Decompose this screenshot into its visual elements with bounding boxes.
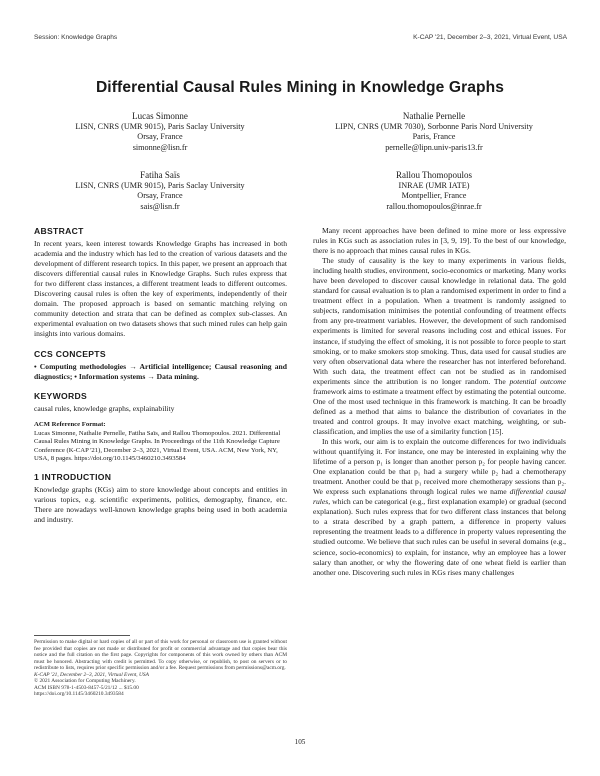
author-affiliation: LISN, CNRS (UMR 9015), Paris Saclay University	[75, 180, 245, 190]
introduction-heading: 1 INTRODUCTION	[34, 472, 112, 483]
author-email: pernelle@lipn.univ-paris13.fr	[385, 142, 483, 152]
paragraph: Many recent approaches have been defined to mine more or less expressive rules in KGs such as association rules in [3, 9, 19]. To the best of our knowledge, there is no approach that mines causal rules in KGs.	[313, 226, 566, 256]
author-email: sais@lisn.fr	[140, 201, 180, 211]
ccs-text: • Computing methodologies → Artificial intelligence; Causal reasoning and diagnostics; • Information systems → Data mining.	[34, 361, 287, 381]
page-number: 105	[294, 738, 306, 746]
footnote-copyright: © 2021 Association for Computing Machinery.	[34, 678, 136, 684]
permission-notice: Permission to make digital or hard copies of all or part of this work for personal or classroom use is granted without fee provided that copies are not made or distributed for profit or commercial advantage and that copies bear this notice and the full citation on the first page. Copyrights for components of this work owned by others than ACM must be honored. Abstracting with credit is permitted. To copy otherwise, or republish, to post on servers or to redistribute to lists, requires prior specific permission and/or a fee. Request permissions from permissions@acm.org.	[34, 639, 287, 671]
footnote-rule	[34, 635, 130, 636]
abstract-text: In recent years, keen interest towards Knowledge Graphs has increased in both academia and the industry which has led to the creation of various datasets and the development of different research topics. In this paper, we present an approach that discovers differential causal rules in Knowledge Graphs. Such rules express that for two different class instances, a different treatment leads to different outcomes. Discovering causal rules is often the key of experiments, independently of their domain. The proposed approach is based on semantic matching relying on community detection and strata that can be defined as complex sub-classes. An experimental evaluation on two datasets shows that such mined rules can help gain insights into various domains.	[34, 239, 287, 339]
author-name: Fatiha Saïs	[140, 170, 180, 180]
paper-title: Differential Causal Rules Mining in Knowledge Graphs	[95, 79, 505, 96]
author-block-4	[300, 170, 568, 212]
author-name: Nathalie Pernelle	[402, 111, 466, 121]
footnote-isbn: ACM ISBN 978-1-4503-8457-5/21/12 ... $15.00	[34, 684, 139, 691]
author-affiliation: LIPN, CNRS (UMR 7030), Sorbonne Paris Nord University	[335, 121, 533, 131]
keywords-heading: KEYWORDS	[34, 390, 88, 401]
author-block-3	[40, 170, 280, 212]
author-name: Rallou Thomopoulos	[395, 170, 473, 180]
running-header-conference: K-CAP '21, December 2–3, 2021, Virtual Event, USA	[413, 34, 567, 41]
acm-ref-heading: ACM Reference Format:	[34, 420, 106, 428]
running-header-session: Session: Knowledge Graphs	[34, 34, 118, 41]
author-block-2	[300, 111, 568, 153]
paragraph: The study of causality is the key to many experiments in various fields, including health studies, environment, socio-economics or marketing. Many works have been developed to discover causal knowledge in relational data. The gold standard for causal evaluation is to plan a randomised experiment in order to find a treatment effect in a population. When a treatment is randomly assigned to subjects, randomisation minimises the potential confounding of treatment effects from any pre-treatment variables. However, the development of such randomised experiments is limited for several reasons including cost and ethical issues. For instance, if studying the effect of smoking, it is not possible to force people to start smoking, or to make smokers stop smoking. Thus, data used for causal studies are very often observational data where the researcher has not interfered beforehand. With such data, the treatment effect can not be studied as in randomised experiments since the attribution is no longer random. The potential outcome framework aims to estimate a treatment effect by estimating the potential outcome. One of the most used technique in this framework is matching. It can be broadly defined as a method that aims to balance the distribution of covariates in the treated and control groups. It may involve exact matching, weighting, or sub-classification, and implies the use of a similarity function [15].	[313, 256, 566, 436]
author-name: Lucas Simonne	[132, 111, 188, 121]
footnote	[34, 639, 287, 698]
keywords-text: causal rules, knowledge graphs, explainability	[34, 403, 175, 413]
author-location: Paris, France	[412, 132, 456, 142]
left-column	[34, 226, 287, 525]
acm-ref-text: Lucas Simonne, Nathalie Pernelle, Fatiha Saïs, and Rallou Thomopoulos. 2021. Differential Causal Rules Mining in Knowledge Graphs. In Proceedings of the 11th Knowledge Capture Conference (K-CAP '21), December 2–3, 2021, Virtual Event, USA. ACM, New York, NY, USA, 8 pages. https://doi.org/10.1145/3460210.3493584	[34, 430, 281, 462]
author-block-1	[40, 111, 280, 153]
footnote-doi: https://doi.org/10.1145/3460210.3493584	[34, 691, 124, 697]
author-email: rallou.thomopoulos@inrae.fr	[386, 201, 482, 211]
abstract-heading: ABSTRACT	[34, 226, 84, 236]
author-location: Orsay, France	[137, 191, 183, 201]
author-email: simonne@lisn.fr	[132, 142, 188, 152]
author-location: Orsay, France	[137, 132, 183, 142]
right-column	[313, 226, 566, 578]
author-affiliation: INRAE (UMR IATE)	[398, 180, 470, 190]
paragraph: In this work, our aim is to explain the outcome differences for two individuals without quantifying it. For instance, one may be interested in explaining why the lifetime of a person p₁ is longer than another person p₂ for people having cancer. One explanation could be that p₁ had a surgery while p₂ had a chemotherapy treatment. Another could be that p₁ received more chemotherapy sessions than p₂. We express such explanations through logical rules we name differential causal rules, which can be categorical (e.g., first explanation example) or gradual (second explanation). Such rules express that for two different class instances that belong to a strata described by a graph pattern, a difference in property values representing the treatment leads to a difference in property values representing the studied outcome. We believe that such rules can be useful in several domains (e.g., science, socio-economics) to explain, for instance, why an employee has a lower salary than another, or why the flowering date of one wheat field is earlier than another one. Discovering such rules in KGs rises many challenges	[313, 436, 566, 577]
footnote-venue: K-CAP '21, December 2–3, 2021, Virtual Event, USA	[34, 671, 149, 678]
ccs-heading: CCS CONCEPTS	[34, 348, 106, 359]
author-affiliation: LISN, CNRS (UMR 9015), Paris Saclay University	[75, 121, 245, 131]
author-location: Montpellier, France	[401, 191, 467, 201]
introduction-text: Knowledge graphs (KGs) aim to store knowledge about concepts and entities in various topics, e.g. scientific experiments, politics, demography, finance, etc. There are nowadays well-known knowledge graphs being used in both academia and industry.	[34, 485, 287, 525]
